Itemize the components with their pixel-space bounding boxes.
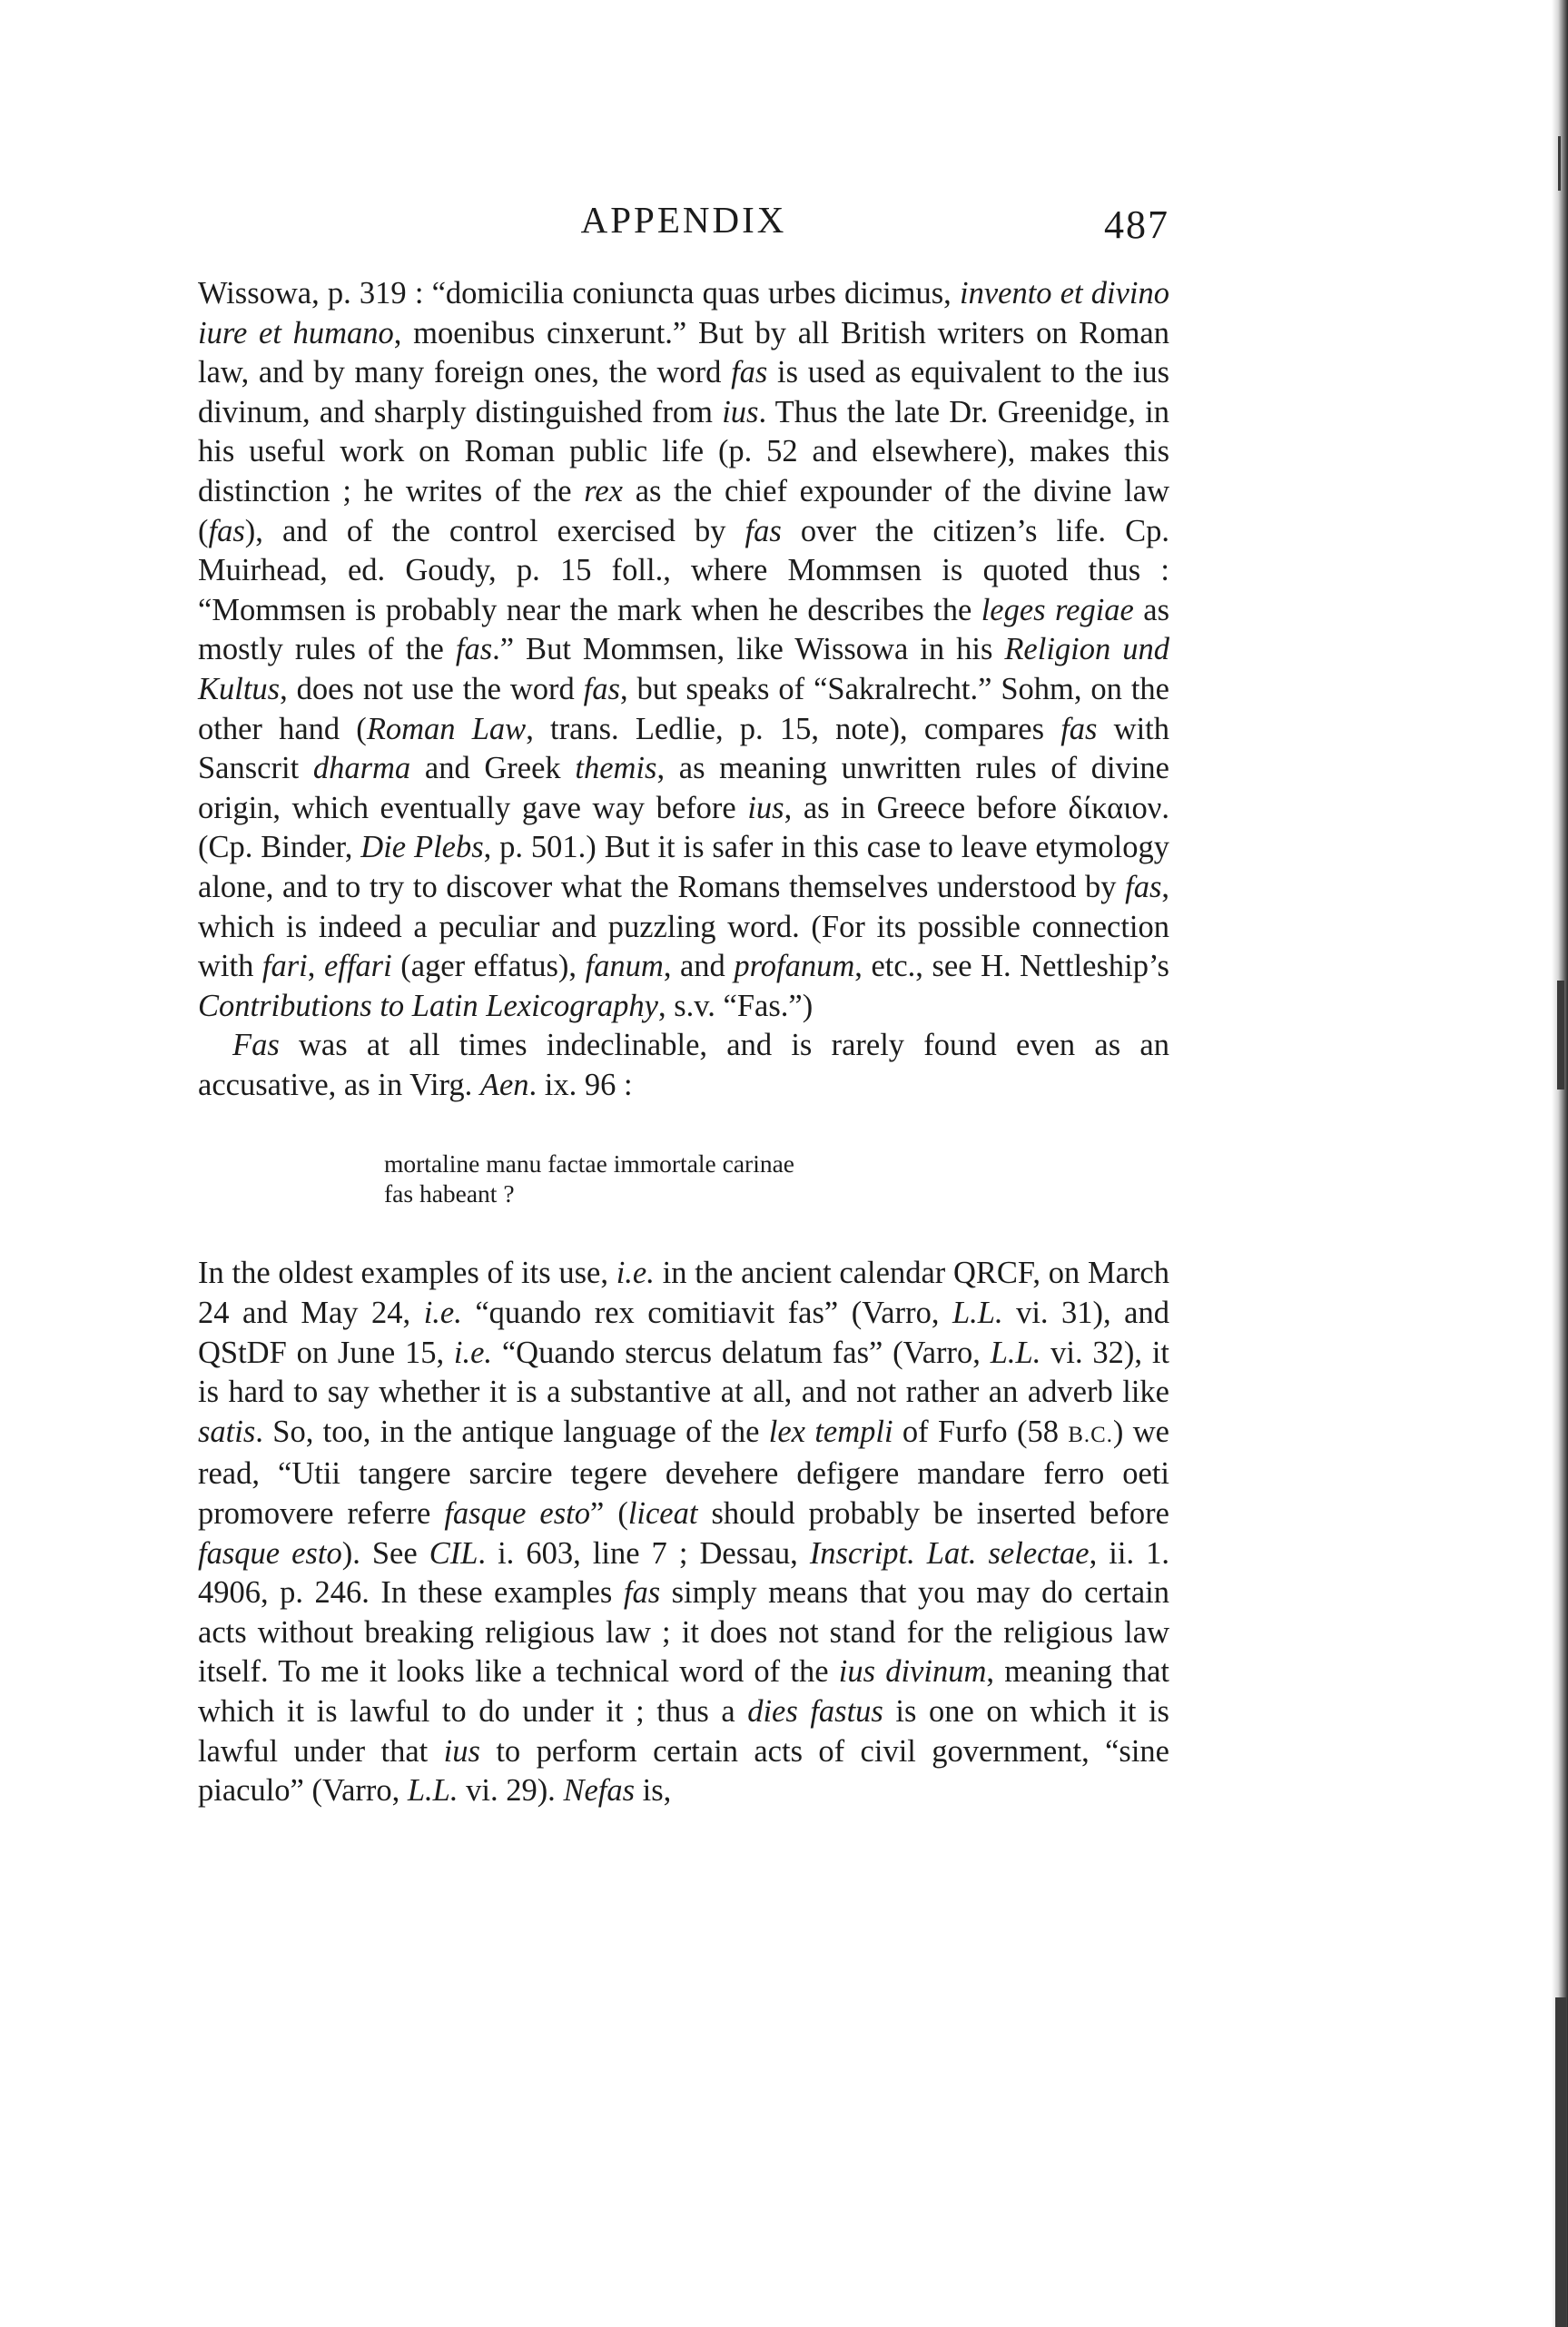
text-run: , meaning that which it is lawful to do under it ; thus a [198,1654,1170,1729]
italic-run: themis [575,751,657,786]
verse-line-2: fas habeant ? [384,1179,515,1208]
italic-run: fas [745,513,782,548]
italic-run: rex [584,473,623,508]
italic-run: L.L. [952,1296,1003,1331]
text-run: ” ( [590,1496,628,1532]
italic-run: satis [198,1414,256,1449]
verse-quotation [384,1149,1169,1208]
text-run: over the citizen’s life. Cp. Muirhead, ed. Goudy, p. 15 foll., where Mommsen is quoted thus : “Mommsen is probably near the mark when he describes the [198,513,1169,627]
text-run: with Sanscrit [198,711,1170,786]
text-run: ) we read, “Utii tangere sarcire tegere devehere defigere mandare ferro oeti promovere referre [198,1414,1169,1532]
text-run: ), and of the control exercised by [244,513,745,548]
italic-run: effari [323,949,392,984]
text-run: vi. 31), and QStDF on June 15, [198,1296,1169,1370]
text-run: , etc., see H. Nettleship’s [854,949,1169,984]
italic-run: Contributions to Latin Lexicography [198,988,658,1023]
italic-run: i.e. [423,1296,462,1331]
italic-run: ius [722,394,759,429]
text-run: , and [663,949,735,984]
italic-run: Religion und Kultus [198,632,1169,706]
italic-run: leges regiae [981,592,1134,627]
running-head: APPENDIX [580,199,787,241]
text-run: vi. 32), it is hard to say whether it is a substantive at all, and not rather an adverb like [198,1335,1170,1410]
text-run: . i. 603, line 7 ; Dessau, [478,1535,810,1571]
text-run: , [307,949,324,984]
italic-run: Aen [479,1067,529,1102]
body-text [198,274,1169,1811]
small-caps-run: B.C. [1068,1422,1113,1447]
italic-run: dies fastus [747,1694,883,1729]
italic-run: CIL [429,1535,478,1571]
italic-run: fas [1125,869,1162,904]
text-run: is used as equivalent to the ius divinum, and sharply distinguished from [198,355,1169,429]
text-run: . So, too, in the antique language of the [255,1414,769,1449]
text-run: is, [635,1773,672,1809]
page-number: 487 [1104,202,1169,247]
text-run: , does not use the word [280,671,584,706]
text-run: is one on which it is lawful under that [198,1694,1169,1769]
text-run: “Quando stercus delatum fas” (Varro, [492,1335,991,1370]
text-run: as mostly rules of the [198,592,1169,667]
italic-run: fasque esto [198,1535,342,1571]
italic-run: fasque esto [444,1496,590,1532]
italic-run: fas [1060,711,1098,746]
italic-run: Roman Law [366,711,527,746]
text-run: and Greek [410,751,576,786]
text-run: , p. 501.) But it is safer in this case to leave etymology alone, and to try to discover what the Romans themselves understood by [198,830,1169,904]
text-run: , s.v. “Fas.”) [657,988,814,1023]
italic-run: liceat [627,1496,698,1532]
paragraph-1 [198,274,1169,1026]
text-run: vi. 29). [458,1773,564,1809]
italic-run: L.L. [407,1773,459,1809]
text-run: simply means that you may do certain acts without breaking religious law ; it does not stand for the religious law itself. To me it looks like a technical word of the [198,1575,1169,1690]
text-run: In the oldest examples of its use, [198,1256,616,1291]
scan-artifact [1557,981,1564,1090]
text-run: , ii. 1. 4906, p. 246. In these examples [198,1535,1170,1611]
text-run: ). See [341,1535,429,1571]
italic-run: i.e. [616,1256,655,1291]
text-run: , as meaning unwritten rules of divine origin, which eventually gave way before [198,751,1169,825]
italic-run: fas [455,632,493,667]
text-run: , but speaks of “Sakralrecht.” Sohm, on the other hand ( [198,671,1169,746]
italic-run: profanum [734,949,855,984]
text-run: , as in Greece before δίκαιον. (Cp. Binder, [198,790,1169,865]
italic-run: ius divinum [838,1654,987,1690]
text-run: (ager effatus), [391,949,586,984]
text-run: as the chief expounder of the divine law ( [198,473,1169,548]
italic-run: fas [208,513,245,548]
text-run: should probably be inserted before [697,1496,1169,1532]
paragraph-2 [198,1026,1169,1105]
scan-artifact [1555,1997,1566,2327]
text-run: “quando rex comitiavit fas” (Varro, [461,1296,952,1331]
italic-run: Die Plebs [360,830,484,865]
italic-run: L.L. [990,1335,1041,1370]
page-header [198,198,1169,252]
italic-run: ius [747,790,784,825]
italic-run: ius [443,1733,480,1769]
text-run: .” But Mommsen, like Wissowa in his [492,632,1005,667]
text-run: , which is indeed a peculiar and puzzling word. (For its possible connection with [198,869,1169,984]
italic-run: dharma [312,751,411,786]
italic-run: fas [583,671,620,706]
italic-run: i.e. [453,1335,493,1370]
scan-edge-shadow [1552,0,1568,2327]
verse-line-1: mortaline manu factae immortale carinae [384,1149,794,1178]
text-run: of Furfo (58 [892,1414,1069,1449]
text-run: . Thus the late Dr. Greenidge, in his useful work on Roman public life (p. 52 and elsewhere), makes this distinction ; he writes of the [198,394,1169,508]
italic-run: invento et divino iure et humano [198,276,1169,350]
text-run: was at all times indeclinable, and is rarely found even as an accusative, as in Virg. [198,1028,1169,1102]
text-run: , moenibus cinxerunt.” But by all British writers on Roman law, and by many foreign ones, the word [198,315,1169,390]
text-run: Wissowa, p. 319 : “domicilia coniuncta quas urbes dicimus, [198,276,960,311]
text-run: , trans. Ledlie, p. 15, note), compares [526,711,1061,746]
paragraph-3 [198,1254,1169,1810]
italic-run: fas [731,355,768,390]
italic-run: fas [623,1575,661,1611]
scan-artifact [1558,136,1561,191]
text-run: to perform certain acts of civil government, “sine piaculo” (Varro, [198,1733,1169,1809]
text-run: . ix. 96 : [528,1067,633,1102]
italic-run: Inscript. Lat. selectae [809,1535,1090,1571]
italic-run: fari [261,949,308,984]
italic-run: fanum [585,949,664,984]
italic-run: lex templi [768,1414,893,1449]
italic-run: Fas [232,1028,280,1063]
text-run: in the ancient calendar QRCF, on March 24 and May 24, [198,1256,1169,1331]
italic-run: Nefas [563,1773,636,1809]
